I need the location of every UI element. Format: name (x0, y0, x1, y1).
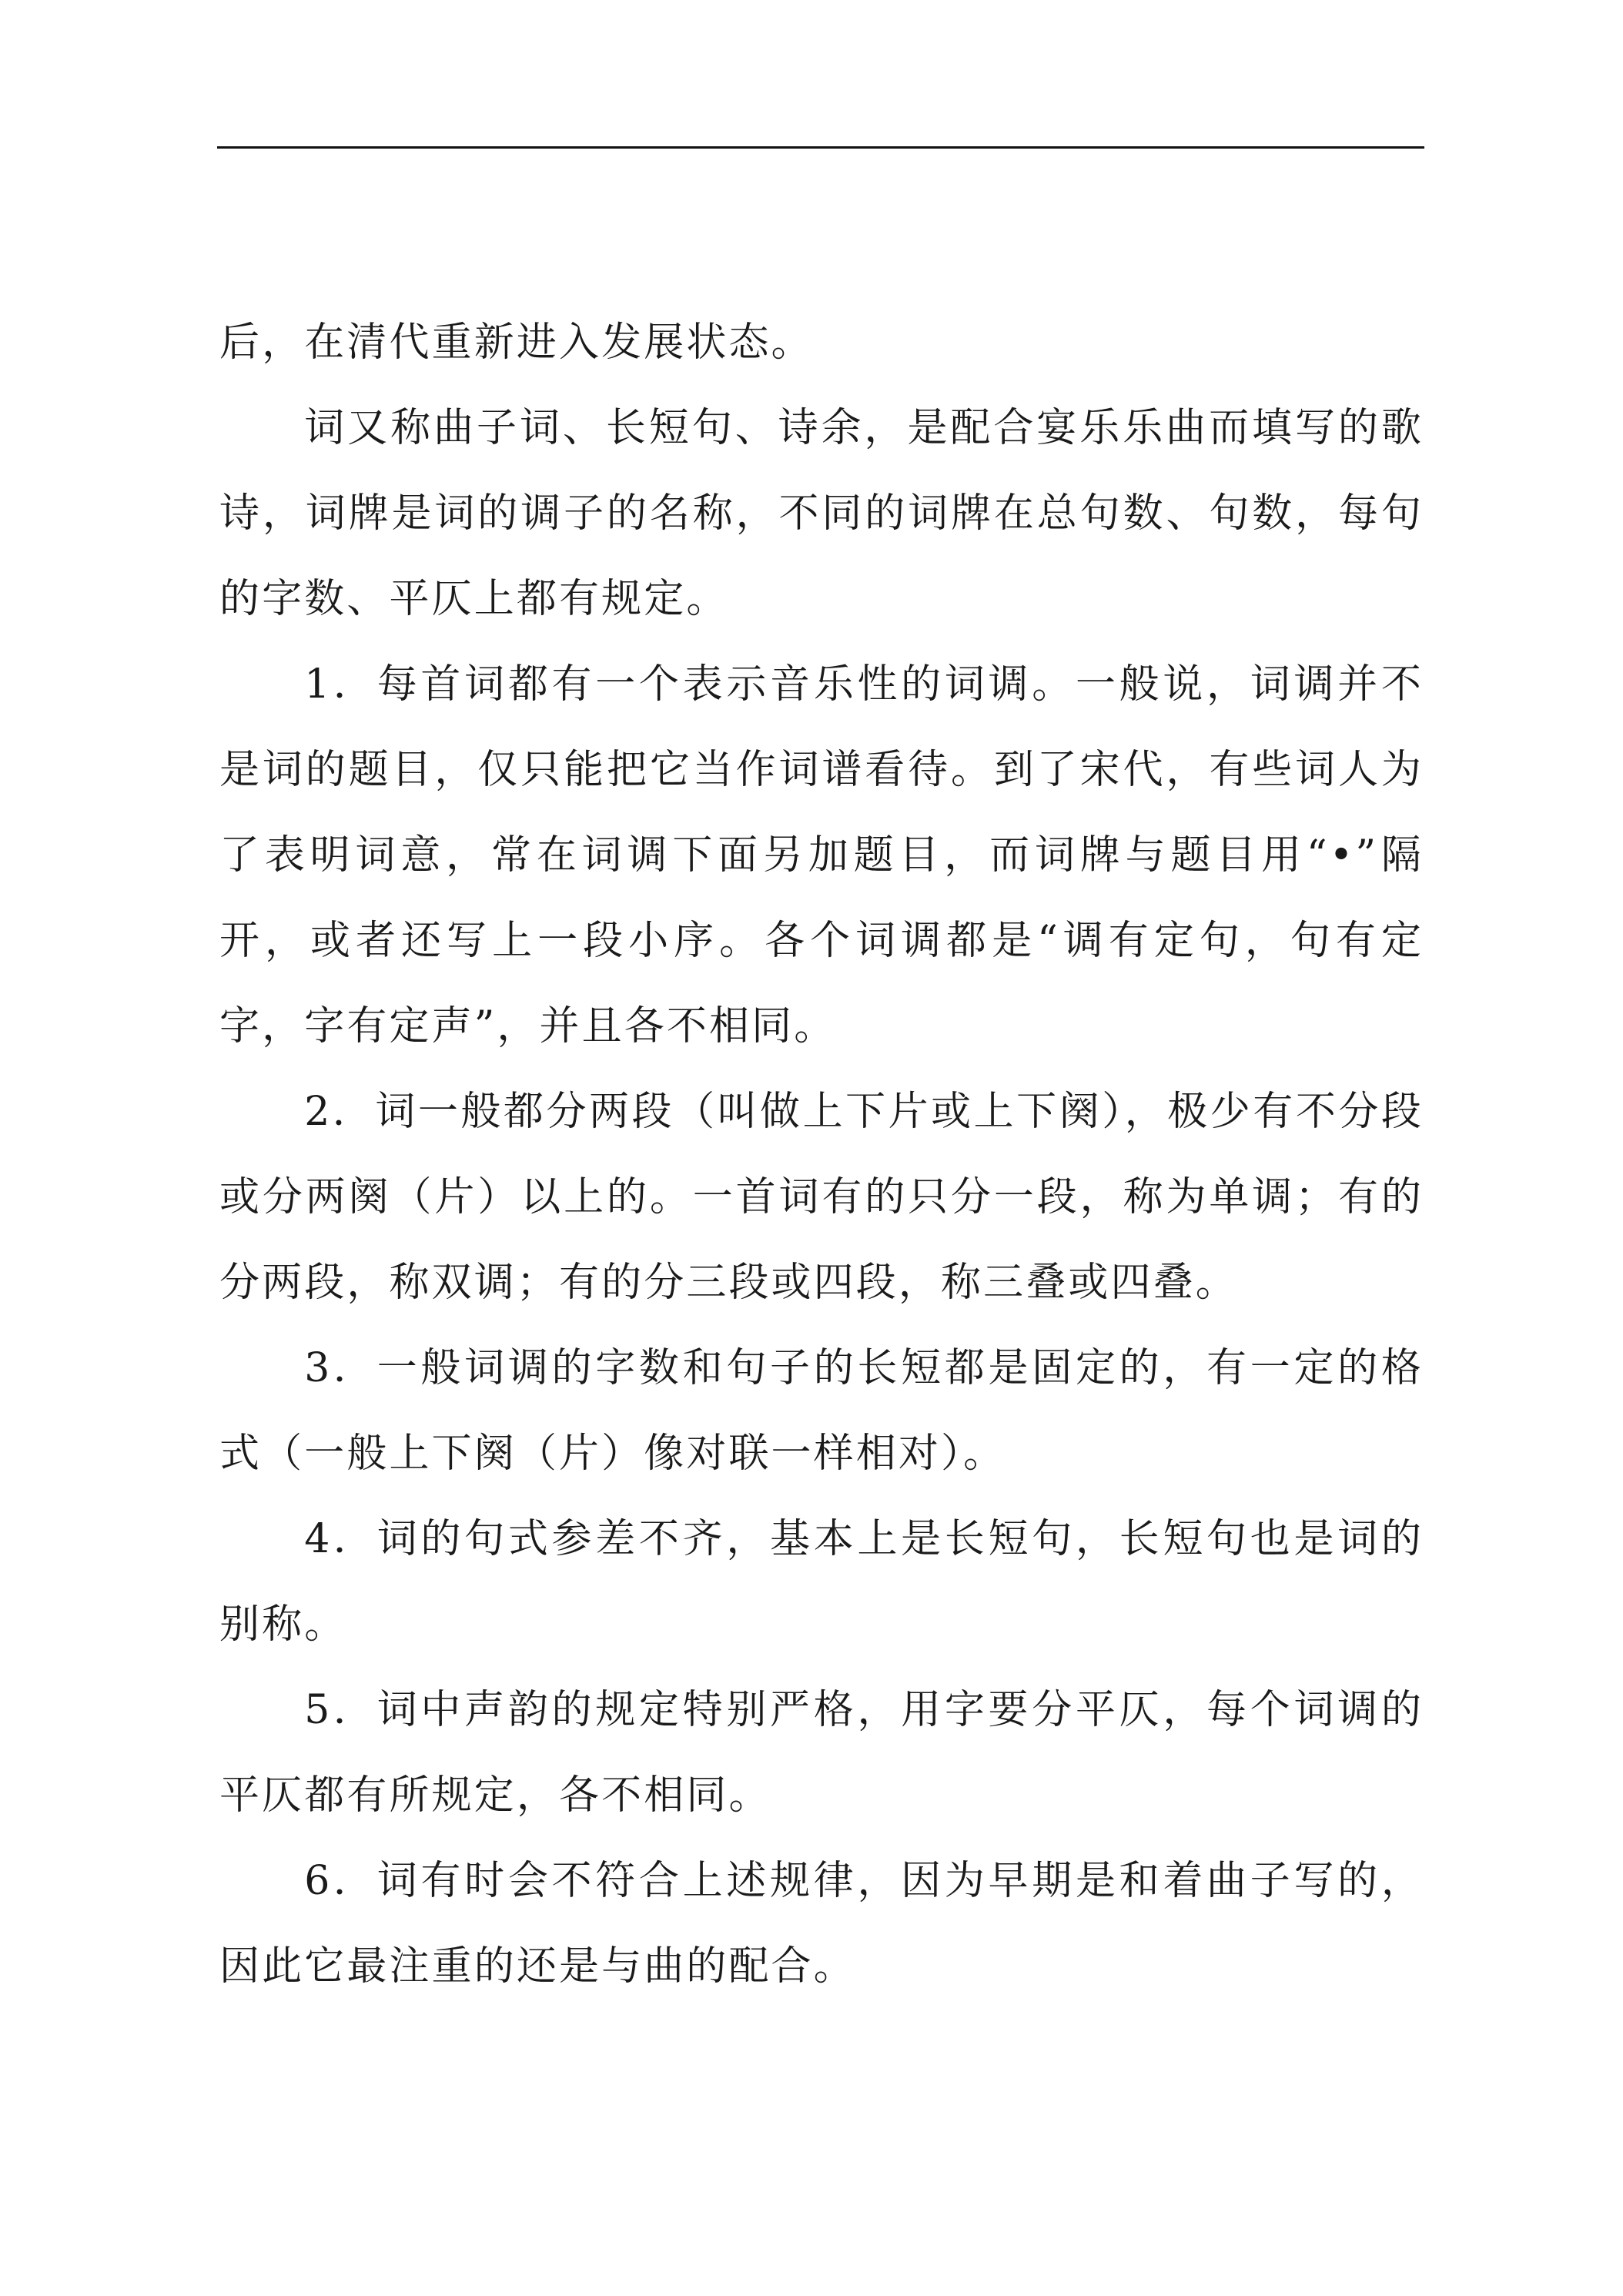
paragraph-definition: 词又称曲子词、长短句、诗余，是配合宴乐乐曲而填写的歌诗，词牌是词的调子的名称，不同的词牌在总句数、句数，每句的字数、平仄上都有规定。 (219, 405, 1424, 622)
paragraph-item-1: 1．每首词都有一个表示音乐性的词调。一般说，词调并不是词的题目，仅只能把它当作词谱看待。到了宋代，有些词人为了表明词意，常在词调下面另加题目，而词牌与题目用“•”隔开，或者还写上一段小序。各个词调都是“调有定句，句有定字，字有定声”，并且各不相同。 (219, 661, 1424, 1049)
paragraph-continuation: 后，在清代重新进入发展状态。 (219, 320, 814, 366)
paragraph-item-2: 2．词一般都分两段（叫做上下片或上下阕），极少有不分段或分两阕（片）以上的。一首词有的只分一段，称为单调；有的分两段，称双调；有的分三段或四段，称三叠或四叠。 (219, 1089, 1424, 1306)
header-rule (217, 146, 1424, 149)
paragraph-item-3: 3．一般词调的字数和句子的长短都是固定的，有一定的格式（一般上下阕（片）像对联一样相对）。 (219, 1345, 1424, 1477)
paragraph-item-4: 4．词的句式参差不齐，基本上是长短句，长短句也是词的别称。 (219, 1516, 1424, 1648)
paragraph-item-6: 6．词有时会不符合上述规律，因为早期是和着曲子写的，因此它最注重的还是与曲的配合。 (219, 1858, 1424, 1990)
document-body (219, 300, 1424, 2010)
paragraph-item-5: 5．词中声韵的规定特别严格，用字要分平仄，每个词调的平仄都有所规定，各不相同。 (219, 1687, 1424, 1819)
